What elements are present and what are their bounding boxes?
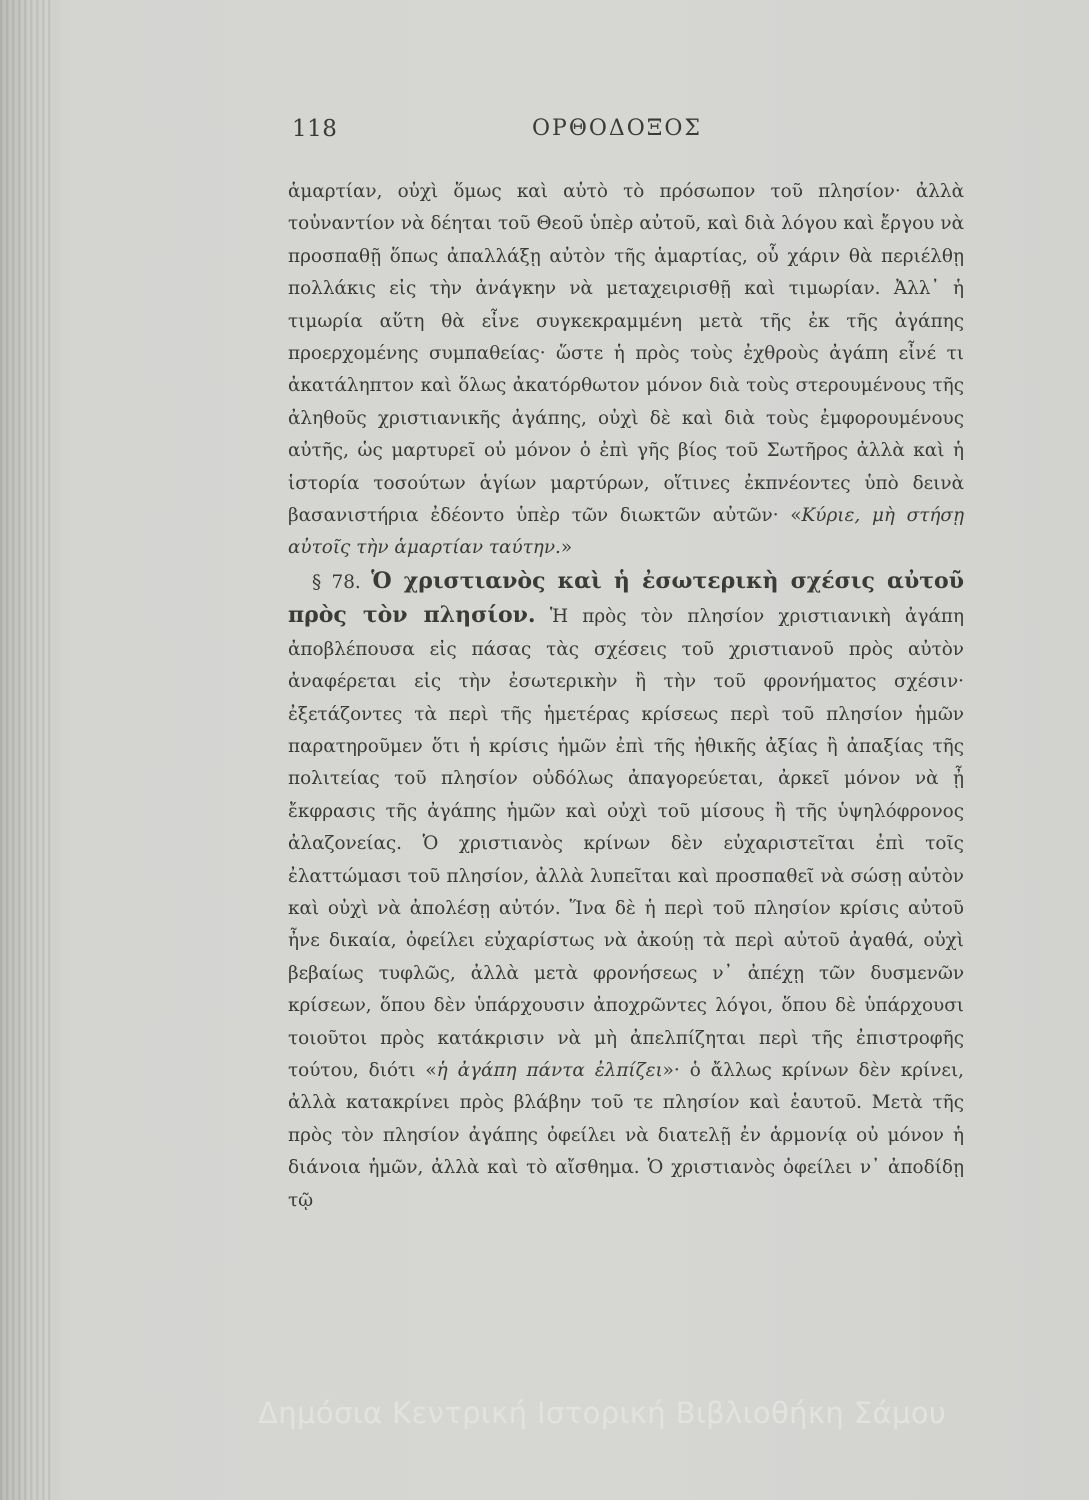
section-mark: § 78. [312,571,361,593]
library-watermark: Δημόσια Κεντρική Ιστορική Βιβλιοθήκη Σάμου [258,1396,947,1430]
paragraph-1-text: ἁμαρτίαν, οὐχὶ ὅμως καὶ αὐτὸ τὸ πρόσωπον τοῦ πλησίον· ἀλλὰ τοὐναντίον νὰ δέηται τοῦ Θεοῦ ὑπὲρ αὐτοῦ, καὶ διὰ λόγου καὶ ἔργου νὰ προσπαθῇ ὅπως ἀπαλλάξῃ αὐτὸν τῆς ἁμαρτίας, οὗ χάριν θὰ περιέλθῃ πολλάκις εἰς τὴν ἀνάγκην νὰ μεταχειρισθῇ καὶ τιμωρίαν. Ἀλλ᾽ ἡ τιμωρία αὕτη θὰ εἶνε συγκεκραμμένη μετὰ τῆς ἐκ τῆς ἀγάπης προερχομένης συμπαθείας· ὥστε ἡ πρὸς τοὺς ἐχθροὺς ἀγάπη εἶνέ τι ἀκατάληπτον καὶ ὅλως ἀκατόρθωτον μόνον διὰ τοὺς στερουμένους τῆς ἀληθοῦς χριστιανικῆς ἀγάπης, οὐχὶ δὲ καὶ διὰ τοὺς ἐμφορουμένους αὐτῆς, ὡς μαρτυρεῖ οὐ μόνον ὁ ἐπὶ γῆς βίος τοῦ Σωτῆρος ἀλλὰ καὶ ἡ ἱστορία τοσούτων ἁγίων μαρτύρων, οἵτινες ἐκπνέοντες ὑπὸ δεινὰ βασανιστήρια ἐδέοντο ὑπὲρ τῶν διωκτῶν αὐτῶν· « [288,181,964,527]
page-edge-shadow [0,0,52,1500]
section-heading: Ὁ χριστιανὸς καὶ ἡ ἐσωτερικὴ σχέσις αὐτοῦ πρὸς τὸν πλησίον. [288,567,964,629]
page-header [292,116,982,156]
paragraph-2 [288,565,964,1217]
paragraph-1-quote: Κύριε, μὴ στήσῃ αὐτοῖς τὴν ἁμαρτίαν ταύτην. [288,505,964,559]
paragraph-2-text: Ἡ πρὸς τὸν πλησίον χριστιανικὴ ἀγάπη ἀποβλέπουσα εἰς πάσας τὰς σχέσεις τοῦ χριστιανοῦ πρὸς αὐτὸν ἀναφέρεται εἰς τὴν ἐσωτερικὴν ἢ τὴν τοῦ φρονήματος σχέσιν· ἐξετάζοντες τὰ περὶ τῆς ἡμετέρας κρίσεως περὶ τοῦ πλησίον ἡμῶν παρατηροῦμεν ὅτι ἡ κρίσις ἡμῶν ἐπὶ τῆς ἠθικῆς ἀξίας ἢ ἀπαξίας τῆς πολιτείας τοῦ πλησίον οὐδόλως ἀπαγορεύεται, ἀρκεῖ μόνον νὰ ᾖ ἔκφρασις τῆς ἀγάπης ἡμῶν καὶ οὐχὶ τοῦ μίσους ἢ τῆς ὑψηλόφρονος ἀλαζονείας. Ὁ χριστιανὸς κρίνων δὲν εὐχαριστεῖται ἐπὶ τοῖς ἐλαττώμασι τοῦ πλησίον, ἀλλὰ λυπεῖται καὶ προσπαθεῖ νὰ σώσῃ αὐτὸν καὶ οὐχὶ νὰ ἀπολέσῃ αὐτόν. Ἵνα δὲ ἡ περὶ τοῦ πλησίον κρίσις αὐτοῦ ἦνε δικαία, ὀφείλει εὐχαρίστως νὰ ἀκούῃ τὰ περὶ αὐτοῦ ἀγαθά, οὐχὶ βεβαίως τυφλῶς, ἀλλὰ μετὰ φρονήσεως ν᾽ ἀπέχῃ τῶν δυσμενῶν κρίσεων, ὅπου δὲν ὑπάρχουσιν ἀποχρῶντες λόγοι, ὅπου δὲ ὑπάρχουσι τοιοῦτοι πρὸς κατάκρισιν νὰ μὴ ἀπελπίζηται περὶ τῆς ἐπιστροφῆς τούτου, διότι « [288,606,964,1081]
paragraph-2-rest: »· ὁ ἄλλως κρίνων δὲν κρίνει, ἀλλὰ κατακρίνει πρὸς βλάβην τοῦ τε πλησίον καὶ ἑαυτοῦ. Μετὰ τῆς πρὸς τὸν πλησίον ἀγάπης ὀφείλει νὰ διατελῇ ἐν ἁρμονίᾳ οὐ μόνον ἡ διάνοια ἡμῶν, ἀλλὰ καὶ τὸ αἴσθημα. Ὁ χριστιανὸς ὀφείλει ν᾽ ἀποδίδῃ τῷ [288,1059,965,1211]
paragraph-1-end: » [560,537,573,559]
paragraph-1 [288,176,964,565]
page-number: 118 [292,116,338,142]
paragraph-2-quote: ἡ ἀγάπη πάντα ἐλπίζει [436,1059,663,1081]
body-text [288,176,964,1217]
running-title: ΟΡΘΟΔΟΞΟΣ [532,116,702,141]
